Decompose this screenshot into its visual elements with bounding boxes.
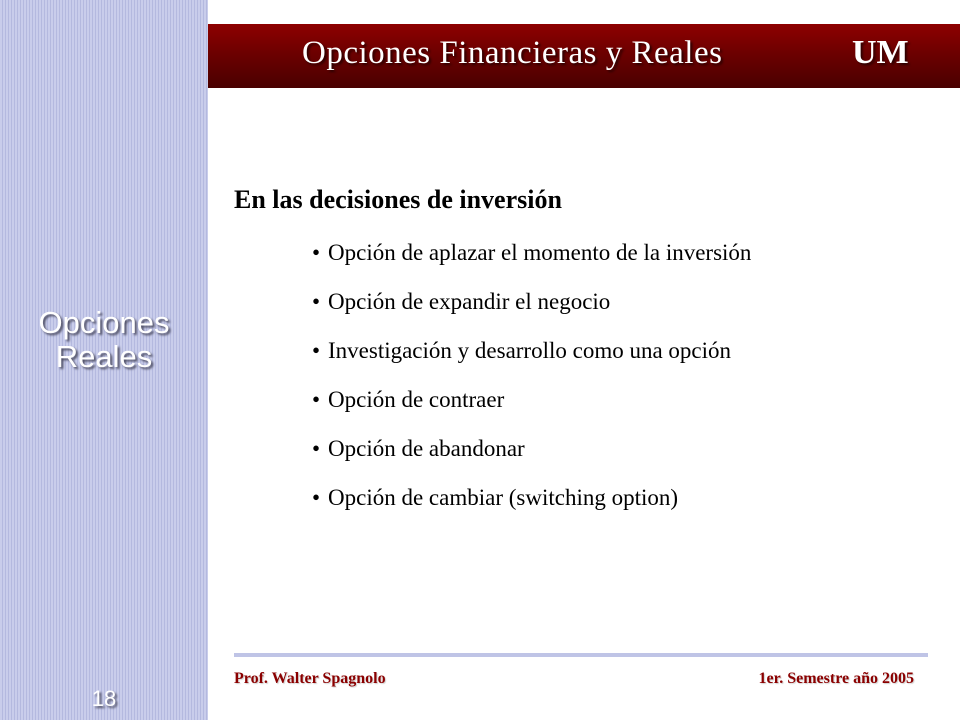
bullet-text: Opción de aplazar el momento de la inversión bbox=[328, 240, 752, 265]
bullet-marker: • bbox=[312, 289, 321, 314]
bullet-marker: • bbox=[312, 387, 321, 412]
bullet-marker: • bbox=[312, 240, 321, 265]
page-number: 18 bbox=[91, 686, 117, 711]
slide-title: Opciones Financieras y Reales bbox=[302, 35, 723, 71]
bullet-text: Investigación y desarrollo como una opción bbox=[328, 338, 732, 363]
bullet-marker: • bbox=[312, 436, 321, 461]
bullet-text: Opción de cambiar (switching option) bbox=[328, 485, 679, 510]
bullet-marker: • bbox=[312, 338, 321, 363]
bullet-text: Opción de abandonar bbox=[328, 436, 525, 461]
brand-logo-text: UM bbox=[852, 34, 909, 71]
bullet-text: Opción de expandir el negocio bbox=[328, 289, 611, 314]
bullet-item bbox=[312, 432, 751, 481]
bullet-item bbox=[312, 481, 751, 530]
content-heading: En las decisiones de inversión bbox=[234, 185, 562, 214]
bullet-text: Opción de contraer bbox=[328, 387, 505, 412]
bullet-item bbox=[312, 236, 751, 285]
section-title bbox=[0, 306, 208, 374]
bullet-item bbox=[312, 383, 751, 432]
section-title-line2: Reales bbox=[55, 339, 153, 374]
section-title-line1: Opciones bbox=[38, 305, 170, 340]
footer-term: 1er. Semestre año 2005 bbox=[758, 670, 914, 687]
bullet-marker: • bbox=[312, 485, 321, 510]
bullet-list bbox=[312, 236, 751, 530]
footer-divider bbox=[234, 653, 928, 657]
bullet-item bbox=[312, 334, 751, 383]
footer-author: Prof. Walter Spagnolo bbox=[234, 670, 386, 687]
bullet-item bbox=[312, 285, 751, 334]
